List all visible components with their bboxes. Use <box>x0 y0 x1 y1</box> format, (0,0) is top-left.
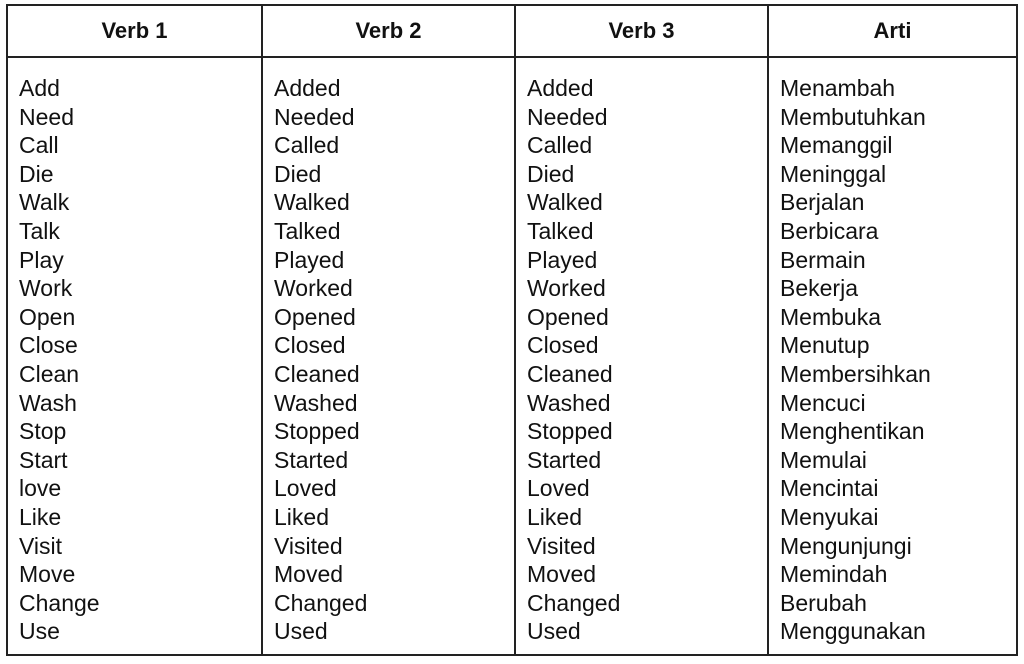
table-cell: Need <box>19 103 74 130</box>
table-cell: Clean <box>19 360 80 387</box>
table-cell: Added <box>274 75 341 101</box>
cells-verb-1 <box>8 58 261 646</box>
header-verb-2: Verb 2 <box>263 6 514 58</box>
column-arti <box>767 6 1016 654</box>
table-cell: Walk <box>19 189 70 216</box>
table-cell: Menggunakan <box>780 618 926 645</box>
table-cell: Menutup <box>780 332 870 359</box>
table-cell: Menghentikan <box>780 418 925 445</box>
table-cell: Died <box>274 160 322 187</box>
table-cell: Like <box>19 503 62 530</box>
table-cell: love <box>19 475 62 502</box>
table-cell: Mencuci <box>780 389 866 416</box>
table-cell: Changed <box>274 589 368 616</box>
table-cell: Liked <box>527 503 582 530</box>
table-cell: Washed <box>527 389 611 416</box>
table-cell: Washed <box>274 389 358 416</box>
cells-arti <box>769 58 1016 646</box>
table-cell: Worked <box>274 275 353 302</box>
table-cell: Menyukai <box>780 503 879 530</box>
table-cell: Change <box>19 589 100 616</box>
table-cell: Meninggal <box>780 160 887 187</box>
column-verb-3 <box>514 6 767 654</box>
table-cell: Membutuhkan <box>780 103 926 130</box>
header-verb-3: Verb 3 <box>516 6 767 58</box>
table-cell: Loved <box>527 475 590 502</box>
table-cell: Liked <box>274 503 329 530</box>
cells-verb-3 <box>516 58 767 646</box>
table-cell: Used <box>527 618 581 645</box>
table-cell: Wash <box>19 389 77 416</box>
table-cell: Cleaned <box>274 360 360 387</box>
table-cell: Changed <box>527 589 621 616</box>
header-arti: Arti <box>769 6 1016 58</box>
table-cell: Visited <box>527 532 596 559</box>
table-cell: Membuka <box>780 303 881 330</box>
table-cell: Called <box>274 132 340 159</box>
table-cell: Closed <box>274 332 346 359</box>
table-cell: Berjalan <box>780 189 865 216</box>
table-cell: Work <box>19 275 73 302</box>
table-cell: Membersihkan <box>780 360 931 387</box>
table-cell: Called <box>527 132 593 159</box>
table-cell: Walked <box>274 189 350 216</box>
table-cell: Walked <box>527 189 603 216</box>
table-cell: Berubah <box>780 589 867 616</box>
table-cell: Talked <box>274 217 341 244</box>
table-cell: Needed <box>274 103 355 130</box>
table-cell: Memulai <box>780 446 867 473</box>
table-cell: Use <box>19 618 60 645</box>
table-cell: Talk <box>19 217 60 244</box>
table-cell: Needed <box>527 103 608 130</box>
table-cell: Stopped <box>274 418 360 445</box>
table-cell: Stopped <box>527 418 613 445</box>
table-cell: Start <box>19 446 68 473</box>
table-cell: Started <box>527 446 602 473</box>
table-cell: Visit <box>19 532 63 559</box>
cells-verb-2 <box>263 58 514 646</box>
table-cell: Closed <box>527 332 599 359</box>
table-cell: Played <box>274 246 345 273</box>
table-cell: Call <box>19 132 59 159</box>
table-cell: Memanggil <box>780 132 893 159</box>
table-cell: Visited <box>274 532 343 559</box>
table-cell: Opened <box>527 303 609 330</box>
table-cell: Talked <box>527 217 594 244</box>
table-cell: Started <box>274 446 349 473</box>
table-cell: Stop <box>19 418 67 445</box>
table-cell: Die <box>19 160 54 187</box>
table-cell: Played <box>527 246 598 273</box>
table-cell: Cleaned <box>527 360 613 387</box>
table-cell: Memindah <box>780 561 888 588</box>
table-cell: Moved <box>527 561 597 588</box>
table-cell: Used <box>274 618 328 645</box>
column-verb-1 <box>8 6 261 654</box>
column-verb-2 <box>261 6 514 654</box>
table-cell: Bekerja <box>780 275 858 302</box>
table-cell: Died <box>527 160 575 187</box>
table-cell: Added <box>527 75 594 101</box>
header-verb-1: Verb 1 <box>8 6 261 58</box>
table-cell: Open <box>19 303 76 330</box>
table-cell: Mengunjungi <box>780 532 912 559</box>
table-cell: Mencintai <box>780 475 879 502</box>
table-cell: Move <box>19 561 76 588</box>
table-cell: Play <box>19 246 64 273</box>
table-cell: Opened <box>274 303 356 330</box>
table-cell: Menambah <box>780 75 896 101</box>
table-cell: Bermain <box>780 246 866 273</box>
table-cell: Worked <box>527 275 606 302</box>
table-cell: Berbicara <box>780 217 879 244</box>
table-cell: Moved <box>274 561 344 588</box>
table-cell: Loved <box>274 475 337 502</box>
table-cell: Close <box>19 332 78 359</box>
table-cell: Add <box>19 75 60 101</box>
verb-table <box>6 4 1018 656</box>
